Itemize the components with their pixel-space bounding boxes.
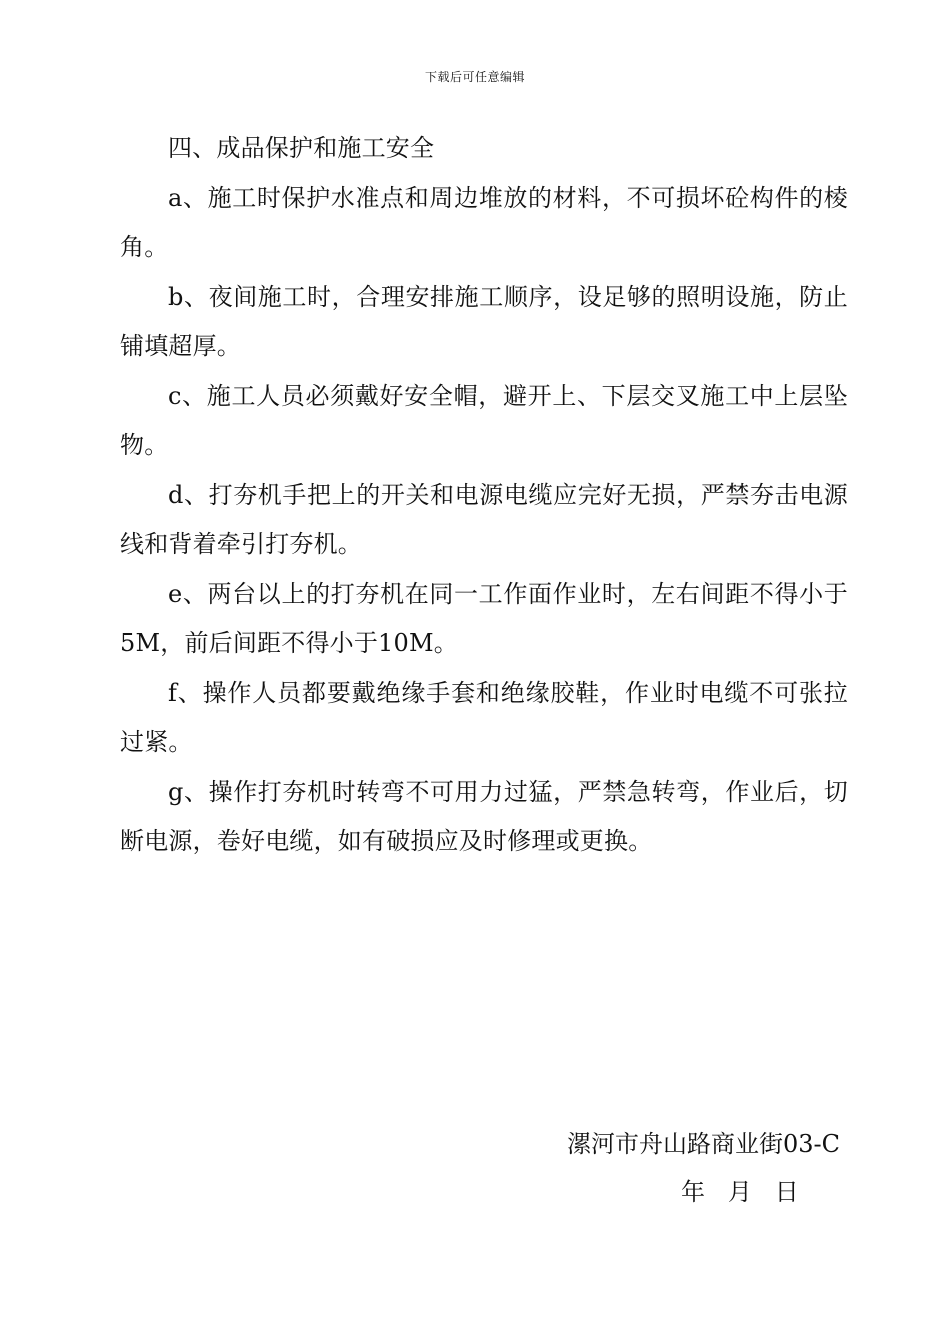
- signature-date: 年 月 日: [680, 1178, 799, 1206]
- signature-block: [567, 1120, 840, 1216]
- list-item: d、打夯机手把上的开关和电源电缆应完好无损，严禁夯击电源线和背着牵引打夯机。: [120, 480, 848, 558]
- page-header: 下载后可任意编辑: [424, 70, 525, 84]
- list-item: e、两台以上的打夯机在同一工作面作业时，左右间距不得小于5M，前后间距不得小于10M。: [120, 579, 848, 657]
- signature-organization: 漯河市舟山路商业街03-C: [566, 1130, 840, 1158]
- list-item: f、操作人员都要戴绝缘手套和绝缘胶鞋，作业时电缆不可张拉过紧。: [120, 678, 848, 756]
- document-body: [120, 124, 848, 867]
- list-item: a、施工时保护水准点和周边堆放的材料，不可损坏砼构件的棱角。: [120, 183, 848, 261]
- list-item: g、操作打夯机时转弯不可用力过猛，严禁急转弯，作业后，切断电源，卷好电缆，如有破损应及时修理或更换。: [120, 777, 848, 855]
- section-title: 四、成品保护和施工安全: [168, 134, 435, 162]
- list-item: c、施工人员必须戴好安全帽，避开上、下层交叉施工中上层坠物。: [120, 381, 848, 459]
- list-item: b、夜间施工时，合理安排施工顺序，设足够的照明设施，防止铺填超厚。: [120, 282, 848, 360]
